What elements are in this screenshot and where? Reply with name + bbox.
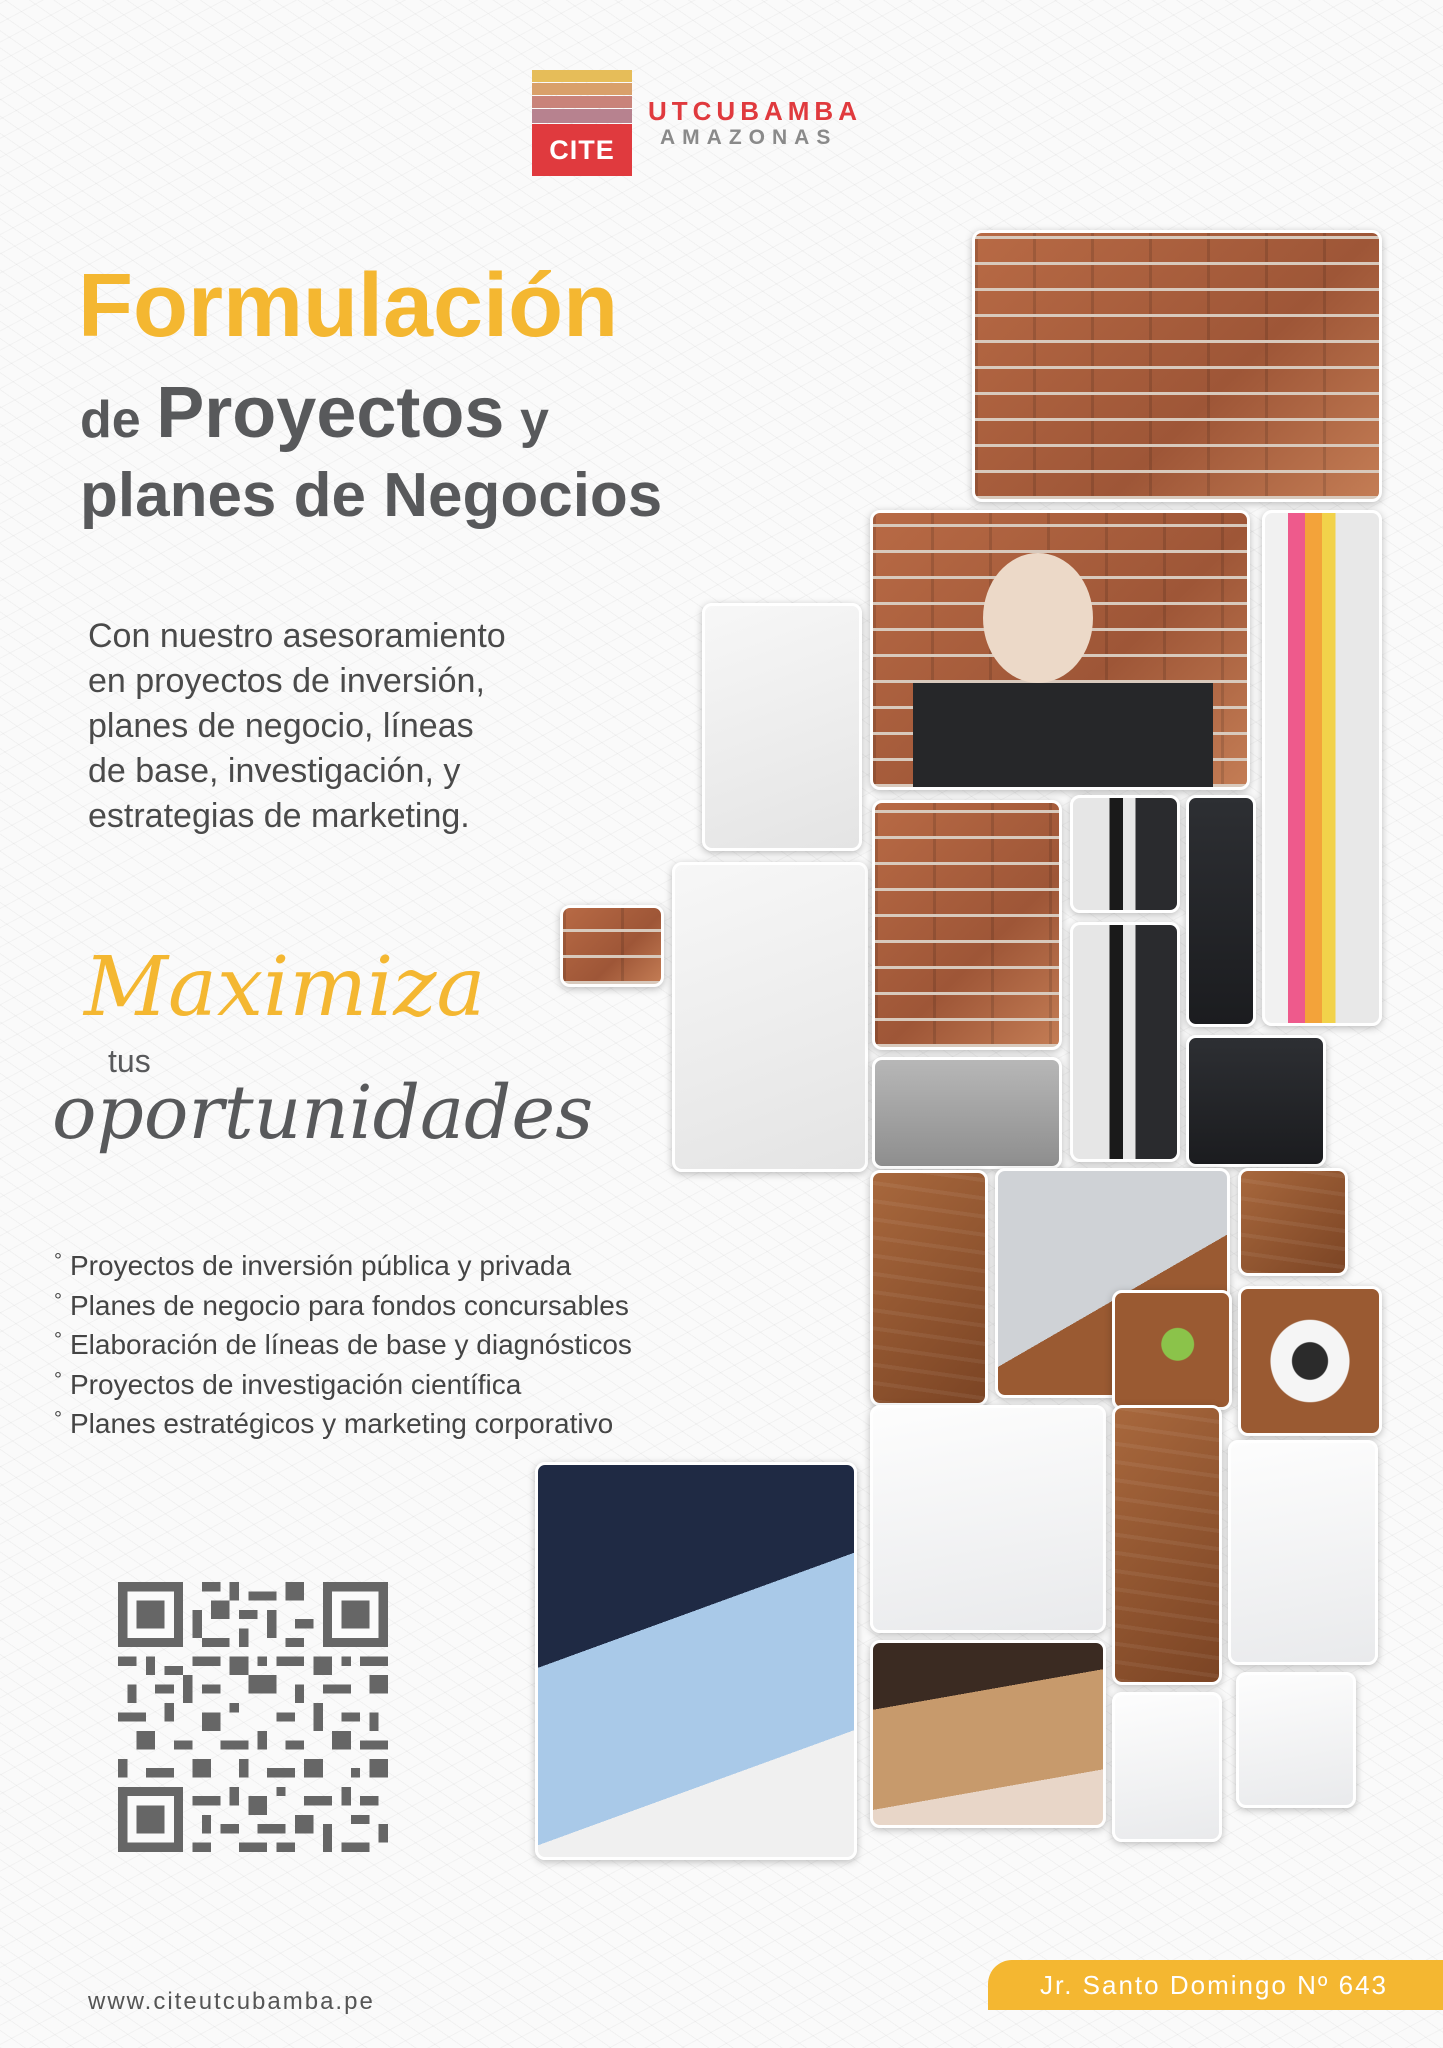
- photo-tile-table-center: [1112, 1405, 1222, 1685]
- subtitle-suffix: y: [519, 391, 549, 449]
- list-item: [54, 1284, 632, 1324]
- photo-tile-woman: [870, 1640, 1106, 1828]
- photo-tile-tie: [1070, 795, 1180, 913]
- list-item-text: Planes de negocio para fondos concursables: [70, 1289, 629, 1321]
- list-item-text: Planes estratégicos y marketing corporativo: [70, 1408, 614, 1439]
- photo-tile-whiteboard: [702, 603, 862, 851]
- list-item-text: Proyectos de inversión pública y privada: [70, 1250, 572, 1281]
- brand-logo: [532, 70, 932, 176]
- photo-tile-torso: [1070, 922, 1180, 1162]
- description-line: de base, investigación, y: [88, 752, 461, 790]
- qr-code[interactable]: [118, 1582, 388, 1852]
- photo-tile-small: [560, 905, 664, 987]
- logo-stripe: [532, 109, 632, 123]
- photo-tile-hand: [1186, 1035, 1326, 1167]
- list-item-text: Elaboración de líneas de base y diagnósticos: [70, 1329, 632, 1360]
- tagline-oportunidades: oportunidades: [52, 1070, 594, 1156]
- brand-name: UTCUBAMBA: [648, 96, 862, 126]
- page-title: Formulación: [78, 256, 619, 356]
- bullet: °: [54, 1289, 62, 1312]
- photo-tile-paper-red: [1112, 1692, 1222, 1842]
- list-item: [54, 1244, 632, 1284]
- subtitle-line-2: planes de Negocios: [80, 461, 663, 530]
- logo-stripe: [532, 83, 632, 95]
- photo-tile-colleague: [535, 1462, 857, 1860]
- photo-tile-floor: [872, 1057, 1062, 1169]
- list-item: [54, 1323, 632, 1363]
- bullet: °: [54, 1368, 62, 1391]
- photo-tile-plant: [1112, 1290, 1232, 1410]
- photo-tile-bookshelf: [1262, 510, 1382, 1026]
- bullet: °: [54, 1408, 62, 1430]
- logo-badge: CITE: [532, 124, 632, 176]
- photo-tile-table-corner: [1238, 1168, 1348, 1276]
- list-item: [54, 1402, 632, 1442]
- photo-tile-documents: [870, 1405, 1106, 1633]
- list-item-text: Proyectos de investigación científica: [70, 1368, 522, 1400]
- photo-tile-phone: [1238, 1286, 1382, 1436]
- description-line: en proyectos de inversión,: [88, 662, 485, 700]
- photo-tile-paper-corner: [1236, 1672, 1356, 1808]
- list-item: [54, 1363, 632, 1403]
- photo-tile-notebook: [1228, 1440, 1378, 1665]
- subtitle-line-1: [80, 372, 549, 454]
- logo-mark: [532, 70, 632, 176]
- subtitle-prefix: de: [80, 391, 141, 449]
- bullet: °: [54, 1250, 62, 1272]
- photo-tile-brick-wall: [972, 230, 1382, 502]
- address-badge: Jr. Santo Domingo Nº 643: [988, 1960, 1443, 2010]
- photo-tile-arm: [1186, 795, 1256, 1027]
- photo-tile-table-left: [870, 1170, 988, 1406]
- website-link[interactable]: www.citeutcubamba.pe: [88, 1988, 375, 2015]
- services-list: [54, 1244, 632, 1442]
- bullet: °: [54, 1329, 62, 1351]
- logo-stripe: [532, 70, 632, 82]
- tagline-maximiza: Maximiza: [84, 940, 486, 1035]
- logo-stripe: [532, 96, 632, 108]
- photo-tile-wall-middle: [872, 800, 1062, 1050]
- photo-tile-presenter: [870, 510, 1250, 790]
- presenter-jacket: [913, 683, 1213, 790]
- subtitle-main: Proyectos: [156, 373, 505, 453]
- description: [88, 614, 608, 839]
- photo-tile-flipchart: [672, 862, 868, 1172]
- tagline-tus: tus: [108, 1043, 151, 1079]
- presenter-head: [983, 553, 1093, 683]
- description-line: planes de negocio, líneas: [88, 707, 474, 745]
- description-line: Con nuestro asesoramiento: [88, 617, 506, 655]
- description-line: estrategias de marketing.: [88, 797, 470, 835]
- brand-region: AMAZONAS: [660, 126, 838, 149]
